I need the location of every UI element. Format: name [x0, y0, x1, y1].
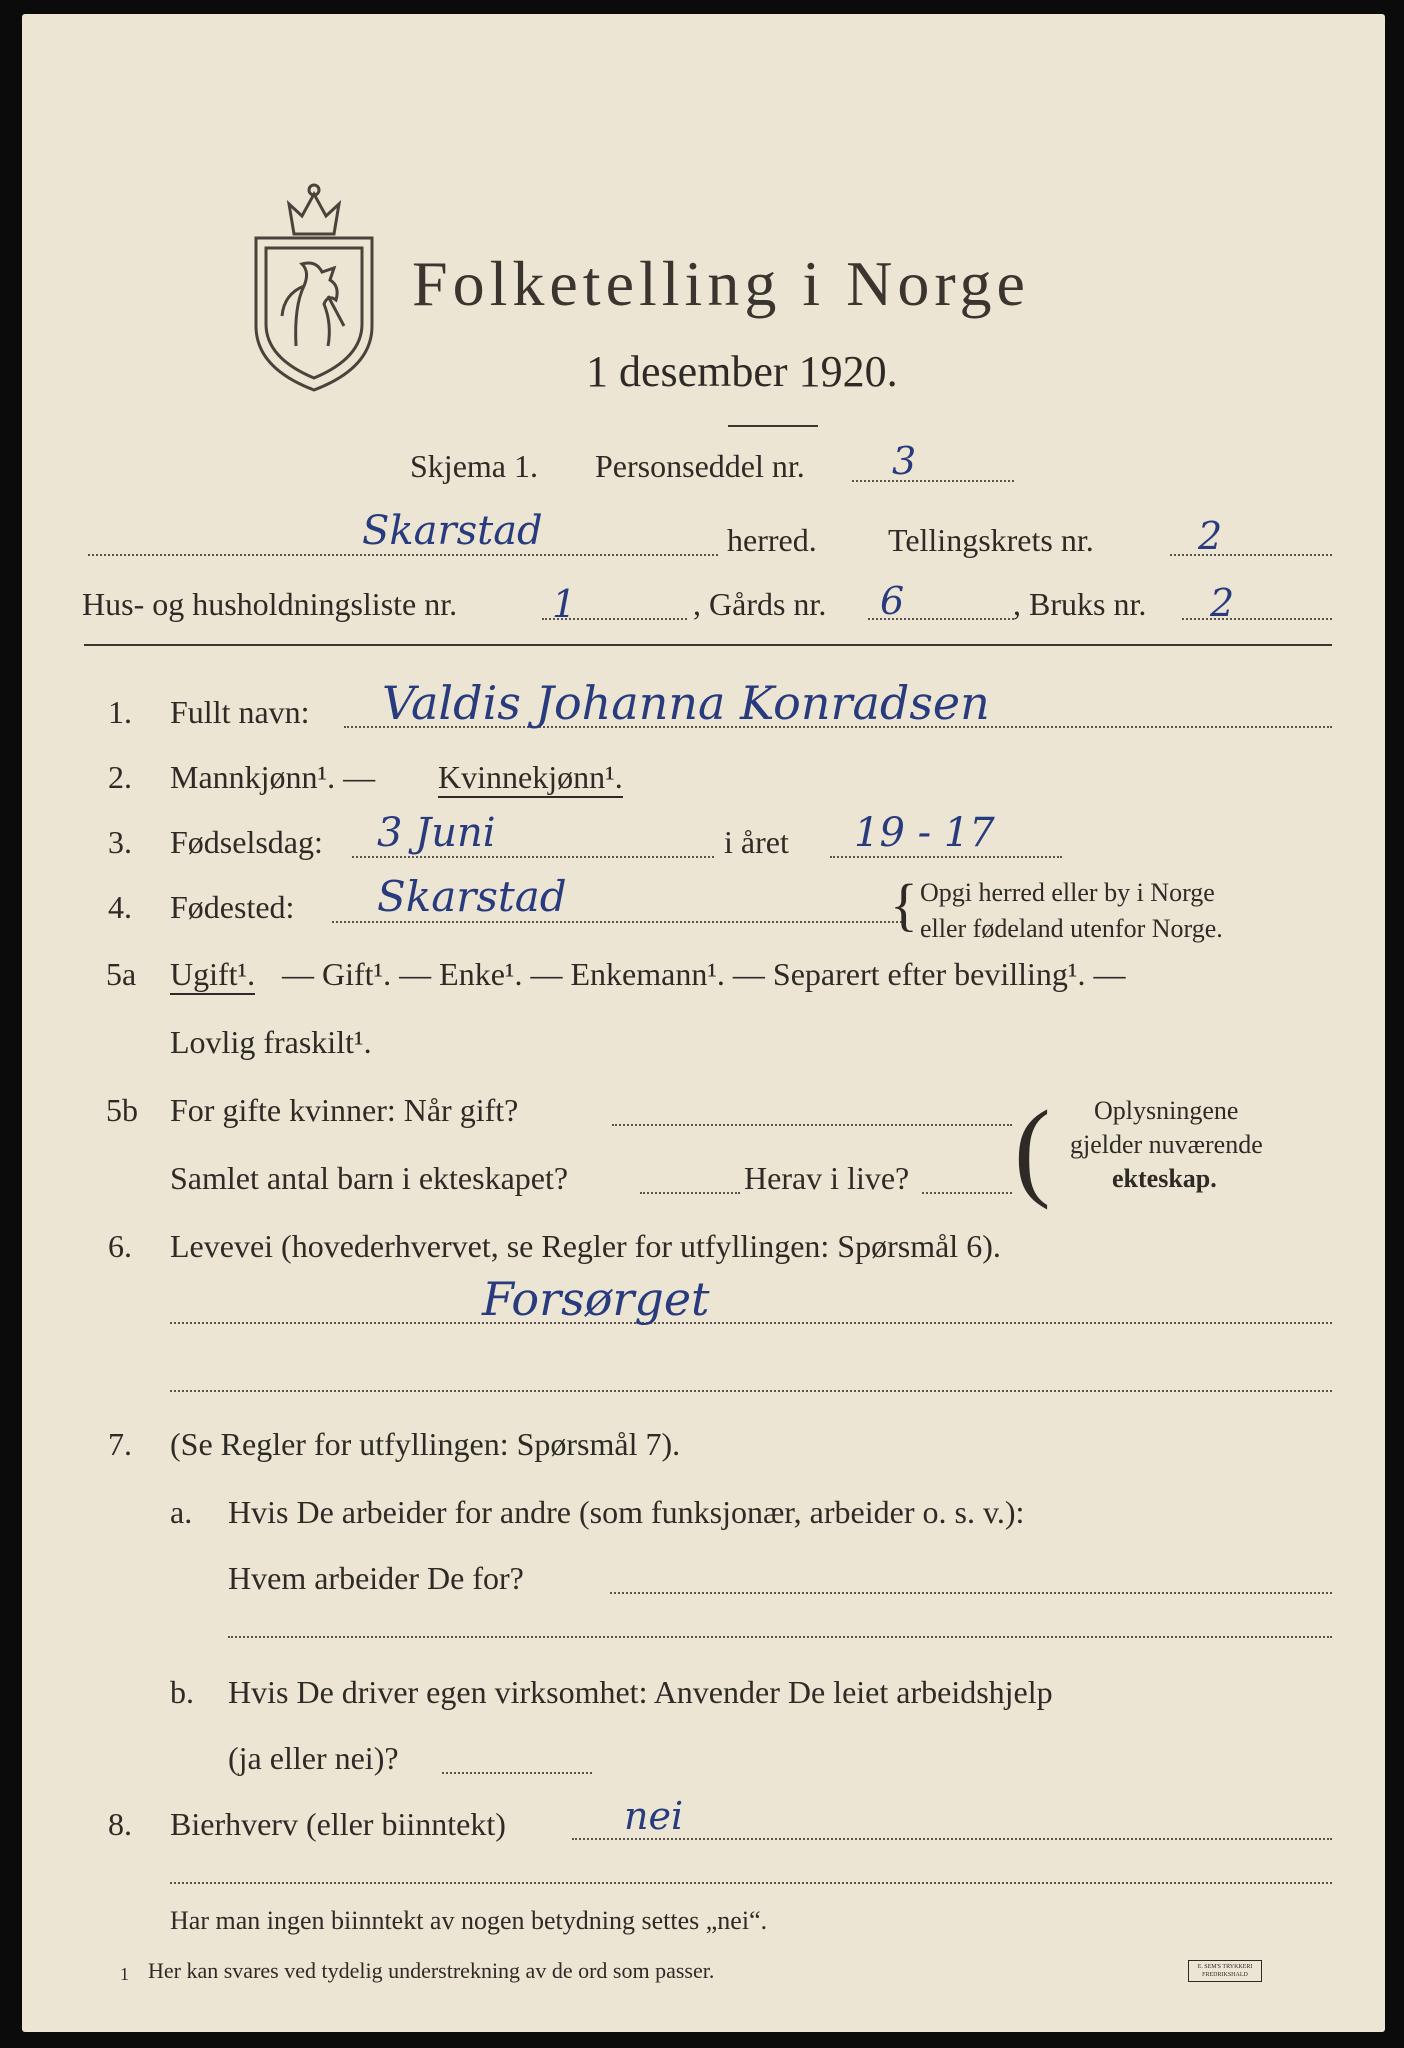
q1-full-name-value[interactable]: Valdis Johanna Konradsen	[382, 676, 990, 730]
footnote-text: Her kan svares ved tydelig understrekning av de ord som passer.	[148, 1958, 715, 1983]
q1-number: 1.	[108, 694, 132, 730]
q2-male-option: Mannkjønn¹. —	[170, 759, 376, 795]
q7a-line2	[228, 1636, 1332, 1638]
q3-year-label: i året	[724, 824, 789, 860]
q7-label: (Se Regler for utfyllingen: Spørsmål 7).	[170, 1426, 681, 1462]
q7b-line	[442, 1772, 592, 1774]
footnote-mark: 1	[120, 1964, 129, 1984]
q4-label: Fødested:	[170, 889, 295, 925]
husholdningsliste-value[interactable]: 1	[552, 582, 577, 626]
bruks-value[interactable]: 2	[1210, 581, 1235, 625]
schema-label: Skjema 1.	[410, 448, 538, 484]
q7b-text: Hvis De driver egen virksomhet: Anvender De leiet arbeidshjelp	[228, 1674, 1053, 1710]
bruks-line	[1182, 618, 1332, 620]
q5b-note-brace-left: (	[1014, 1088, 1051, 1210]
gards-value[interactable]: 6	[880, 579, 905, 623]
q5a-number: 5a	[106, 956, 137, 992]
gards-label: , Gårds nr.	[693, 586, 827, 622]
q7a-question: Hvem arbeider De for?	[228, 1560, 524, 1596]
q6-occupation-value[interactable]: Forsørget	[482, 1272, 710, 1326]
q8-line	[572, 1838, 1332, 1840]
personseddel-value[interactable]: 3	[892, 439, 917, 483]
q2-number: 2.	[108, 759, 132, 795]
q7a-text: Hvis De arbeider for andre (som funksjonær, arbeider o. s. v.):	[228, 1494, 1025, 1530]
husholdningsliste-label: Hus- og husholdningsliste nr.	[82, 586, 458, 622]
q4-note-line2: eller fødeland utenfor Norge.	[920, 914, 1223, 943]
q5b-married-when-label: For gifte kvinner: Når gift?	[170, 1092, 519, 1128]
q7b-question: (ja eller nei)?	[228, 1740, 399, 1776]
q5b-note-line1: Oplysningene	[1094, 1096, 1239, 1125]
q5b-number: 5b	[106, 1092, 138, 1128]
census-date: 1 desember 1920.	[586, 347, 898, 396]
q8-label: Bierhverv (eller biinntekt)	[170, 1806, 506, 1842]
q6-line1	[170, 1322, 1332, 1324]
form-title: Folketelling i Norge	[412, 248, 1030, 319]
q2-female-option[interactable]: Kvinnekjønn¹.	[438, 759, 623, 798]
q5a-other-options: — Gift¹. — Enke¹. — Enkemann¹. — Separert efter bevilling¹. —	[282, 956, 1126, 992]
q4-note-line1: Opgi herred eller by i Norge	[920, 878, 1215, 907]
herred-value[interactable]: Skarstad	[362, 508, 543, 554]
q7a-line1	[610, 1592, 1332, 1594]
q6-label: Levevei (hovederhvervet, se Regler for utfyllingen: Spørsmål 6).	[170, 1228, 1001, 1264]
herred-line	[88, 554, 718, 556]
q4-note-brace: {	[890, 872, 918, 937]
personseddel-label: Personseddel nr.	[595, 448, 805, 484]
q5b-children-label: Samlet antal barn i ekteskapet?	[170, 1160, 569, 1196]
personseddel-line	[852, 480, 1014, 482]
tellingskrets-line	[1170, 554, 1332, 556]
q4-number: 4.	[108, 889, 132, 925]
q8-side-income-value[interactable]: nei	[624, 1794, 684, 1838]
q1-label: Fullt navn:	[170, 694, 310, 730]
q5b-alive-label: Herav i live?	[744, 1160, 910, 1196]
header-rule	[84, 644, 1332, 646]
q6-number: 6.	[108, 1228, 132, 1264]
q6-line2	[170, 1390, 1332, 1392]
tellingskrets-label: Tellingskrets nr.	[888, 522, 1094, 558]
q7a-letter: a.	[170, 1494, 193, 1530]
q4-birthplace-value[interactable]: Skarstad	[377, 872, 567, 921]
q4-line	[332, 921, 902, 923]
q8-number: 8.	[108, 1806, 132, 1842]
title-divider	[728, 425, 818, 427]
q7b-letter: b.	[170, 1674, 194, 1710]
printer-stamp: E. SEM'S TRYKKERI FREDRIKSHALD	[1188, 1960, 1262, 1982]
q3-number: 3.	[108, 824, 132, 860]
norwegian-coat-of-arms-icon	[244, 176, 384, 396]
census-form-paper	[22, 14, 1385, 2032]
footer-note: Har man ingen biinntekt av nogen betydning settes „nei“.	[170, 1906, 768, 1935]
q3-label: Fødselsdag:	[170, 824, 323, 860]
q5a-line2: Lovlig fraskilt¹.	[170, 1024, 372, 1060]
herred-label: herred.	[727, 522, 817, 558]
q5a-ugift-option[interactable]: Ugift¹.	[170, 956, 255, 995]
q3-year-value[interactable]: 19 - 17	[854, 810, 995, 856]
q5b-children-line	[640, 1192, 740, 1194]
footer-line	[170, 1882, 1332, 1884]
q5b-note-line2: gjelder nuværende	[1070, 1130, 1263, 1159]
q5b-alive-line	[922, 1192, 1012, 1194]
tellingskrets-value[interactable]: 2	[1198, 514, 1223, 558]
q3-line	[352, 856, 714, 858]
bruks-label: , Bruks nr.	[1013, 586, 1147, 622]
q5b-married-when-line	[612, 1124, 1012, 1126]
q5b-note-line3: ekteskap.	[1112, 1164, 1217, 1193]
q3-birthday-value[interactable]: 3 Juni	[377, 810, 496, 856]
q3-year-line	[830, 856, 1062, 858]
q7-number: 7.	[108, 1426, 132, 1462]
